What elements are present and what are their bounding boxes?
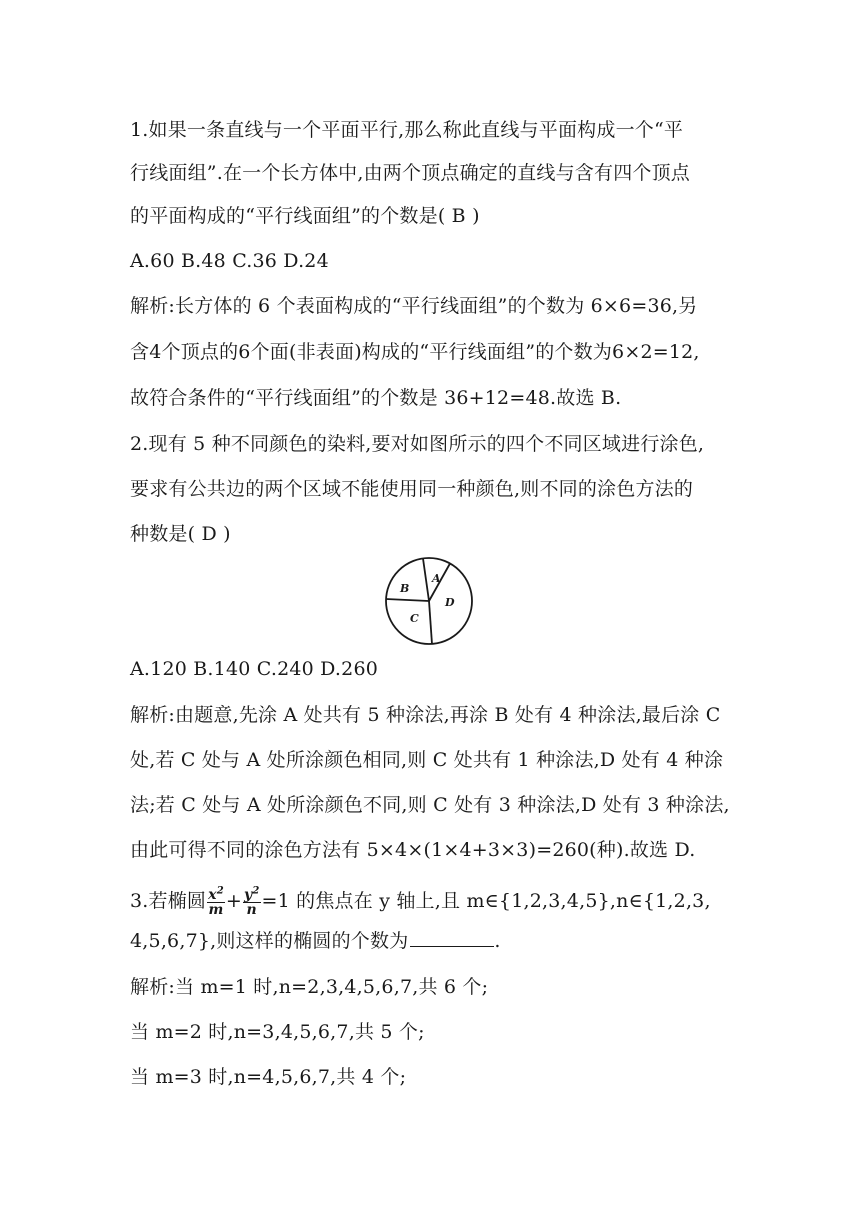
frac1-exponent: 2 <box>216 884 224 896</box>
q1-stem-line-3: 的平面构成的“平行线面组”的个数是( B ) <box>130 205 480 227</box>
fraction-y2-over-n <box>243 884 261 918</box>
frac2-numerator: y <box>243 886 253 903</box>
frac1-denominator: m <box>208 901 224 918</box>
q2-solution-line-3: 法;若 C 处与 A 处所涂颜色不同,则 C 处有 3 种涂法,D 处有 3 种涂法, <box>130 794 730 816</box>
frac2-denominator: n <box>246 901 257 918</box>
q2-solution-line-2: 处,若 C 处与 A 处所涂颜色相同,则 C 处共有 1 种涂法,D 处有 4 种涂 <box>130 749 724 771</box>
q3-solution-line-1: 解析:当 m=1 时,n=2,3,4,5,6,7,共 6 个; <box>130 976 489 998</box>
q3-solution-line-2: 当 m=2 时,n=3,4,5,6,7,共 5 个; <box>130 1021 425 1043</box>
circle-region-figure <box>383 555 475 647</box>
q2-stem-line-1: 2.现有 5 种不同颜色的染料,要对如图所示的四个不同区域进行涂色, <box>130 433 705 455</box>
frac2-exponent: 2 <box>252 884 260 896</box>
q2-solution-line-1: 解析:由题意,先涂 A 处共有 5 种涂法,再涂 B 处有 4 种涂法,最后涂 C <box>130 704 721 726</box>
q2-solution-line-4: 由此可得不同的涂色方法有 5×4×(1×4+3×3)=260(种).故选 D. <box>130 839 696 861</box>
q1-solution-line-3: 故符合条件的“平行线面组”的个数是 36+12=48.故选 B. <box>130 387 622 409</box>
figure-divider-b-c <box>386 599 429 601</box>
q1-solution-line-1: 解析:长方体的 6 个表面构成的“平行线面组”的个数为 6×6=36,另 <box>130 295 698 317</box>
fraction-x2-over-m <box>207 884 225 918</box>
figure-label-d: D <box>445 596 455 609</box>
figure-divider-c-d <box>429 601 432 644</box>
plus-sign: + <box>225 890 242 912</box>
q1-stem-line-1: 1.如果一条直线与一个平面平行,那么称此直线与平面构成一个“平 <box>130 119 684 141</box>
q1-stem-line-2: 行线面组”.在一个长方体中,由两个顶点确定的直线与含有四个顶点 <box>130 162 690 184</box>
figure-label-c: C <box>410 612 419 625</box>
figure-label-b: B <box>400 582 410 595</box>
frac1-numerator: x <box>208 886 217 903</box>
q2-stem-line-3: 种数是( D ) <box>130 523 231 545</box>
q3-line2-text: 4,5,6,7},则这样的椭圆的个数为 <box>130 930 409 952</box>
q3-solution-line-3: 当 m=3 时,n=4,5,6,7,共 4 个; <box>130 1066 407 1088</box>
q3-prefix: 3.若椭圆 <box>130 890 207 912</box>
q2-options: A.120 B.140 C.240 D.260 <box>130 658 379 680</box>
figure-divider-a-b <box>423 559 429 602</box>
q3-stem-line-1 <box>130 884 711 918</box>
q1-options: A.60 B.48 C.36 D.24 <box>130 250 329 272</box>
q2-stem-line-2: 要求有公共边的两个区域不能使用同一种颜色,则不同的涂色方法的 <box>130 478 694 500</box>
q1-solution-line-2: 含4个顶点的6个面(非表面)构成的“平行线面组”的个数为6×2=12, <box>130 341 700 363</box>
figure-label-a: A <box>432 572 441 585</box>
q3-suffix: =1 的焦点在 y 轴上,且 m∈{1,2,3,4,5},n∈{1,2,3, <box>261 890 711 912</box>
answer-blank <box>410 928 494 947</box>
q3-line2-end: . <box>494 930 501 952</box>
q3-stem-line-2 <box>130 928 501 954</box>
